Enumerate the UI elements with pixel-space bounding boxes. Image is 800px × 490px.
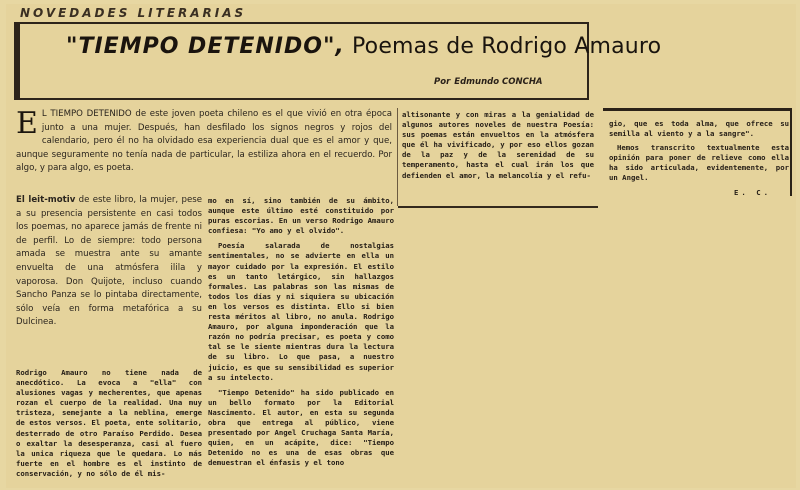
middle-column xyxy=(208,196,394,468)
lead-text: L TIEMPO DETENIDO de este joven poeta chileno es el que vivió en otra época junto a una mujer. Después, han desfilado los signos negros y rojos del calendario, pero él no ha olvidado esa experiencia dual que es el amor y que, aunque seguramente no tenía nada de particular, la estiliza ahora en el recuerdo. Por algo, y para algo, es poeta. xyxy=(16,109,392,174)
middle-paragraph-2: Poesía salarada de nostalgias sentimentales, no se advierte en ella un mayor cuidado por la expresión. El estilo es un tanto letárgico, sin hallazgos formales. Las palabras son las mismas de todos los días y ni siquiera su ubicación en los versos es distinta. Ello si bien resta méritos al libro, no anula. Rodrigo Amauro, por alguna imponderación que la razón no podría precisar, es poeta y como tal se le siente mientras dura la lectura de su libro. Lo que pasa, a nuestro juicio, es que su sensibilidad es superior a su intelecto. xyxy=(208,241,394,382)
right-column-text: altisonante y con miras a la genialidad de algunos autores noveles de nuestra Poesía: sus poemas están envueltos en la atmósfera que él ha vivificado, y por eso ellos gozan de la paz y de la serenidad de su temperamento, hasta el cual irán los que defienden el amor, la melancolía y el refu- xyxy=(402,110,594,180)
drop-cap: E xyxy=(16,106,38,141)
closing-remark: Hemos transcrito textualmente esta opinión para poner de relieve como ella ha sido articulada, evidentemente, por un Angel. xyxy=(609,143,789,183)
left-column-paragraph-1 xyxy=(16,194,202,330)
right-column-bottom-rule xyxy=(398,206,598,208)
byline-label: Por xyxy=(434,77,451,87)
left-column-paragraph-2 xyxy=(16,368,202,479)
middle-paragraph-1: mo en sí, sino también de su ámbito, aunque este último esté constituido por puras escorias. En un verso Rodrigo Amauro confiesa: "Yo amo y el olvido". xyxy=(208,196,394,236)
section-header: NOVEDADES LITERARIAS xyxy=(20,6,247,20)
headline-subtitle: Poemas de Rodrigo Amauro xyxy=(344,34,662,59)
author-signature: E. C. xyxy=(734,187,771,197)
lead-paragraph xyxy=(16,108,392,176)
middle-paragraph-3: "Tiempo Detenido" ha sido publicado en un bello formato por la Editorial Nascimento. El autor, en esta su segunda obra que entrega al público, viene presentado por Angel Cruchaga Santa María, quien, en un acápite, dice: "Tiempo Detenido no es una de esas obras que demuestran el énfasis y el tono xyxy=(208,387,394,468)
right-column xyxy=(402,110,594,181)
closing-quote-end: gio, que es toda alma, que ofrece su semilla al viento y a la sangre". xyxy=(609,119,789,139)
leit-motiv-keyword: El leit-motiv xyxy=(16,195,76,205)
column-divider xyxy=(397,108,398,206)
byline-author: Edmundo CONCHA xyxy=(454,77,543,87)
headline xyxy=(66,34,661,59)
headline-book-title: "TIEMPO DETENIDO", xyxy=(66,34,345,59)
newspaper-clipping xyxy=(6,4,796,488)
byline xyxy=(434,77,543,87)
closing-box xyxy=(609,119,789,198)
left-column-text-1: de este libro, la mujer, pese a su presencia persistente en casi todos los poemas, no aparece jamás de frente ni de perfil. Lo de siempre: todo persona amada se muestra ante su amante envuelta de una atmósfera ilila y vaporosa. Don Quijote, incluso cuando Sancho Panza se lo pintaba directamente, sólo veía en forma metafórica a su Dulcinea. xyxy=(16,195,202,328)
left-column-text-2: Rodrigo Amauro no tiene nada de anecdótico. La evoca a "ella" con alusiones vagas y mecherentes, que apenas rozan el cuerpo de la realidad. Una muy tristeza, semejante a la neblina, emerge de estos versos. El poeta, ente solitario, desterrado de otro Paraíso Perdido. Desea o exaltar la desesperanza, casi al fuero la unica riqueza que le quedara. Lo más fuerte en el hombre es el instinto de conservación, y no sólo de él mis- xyxy=(16,368,202,478)
